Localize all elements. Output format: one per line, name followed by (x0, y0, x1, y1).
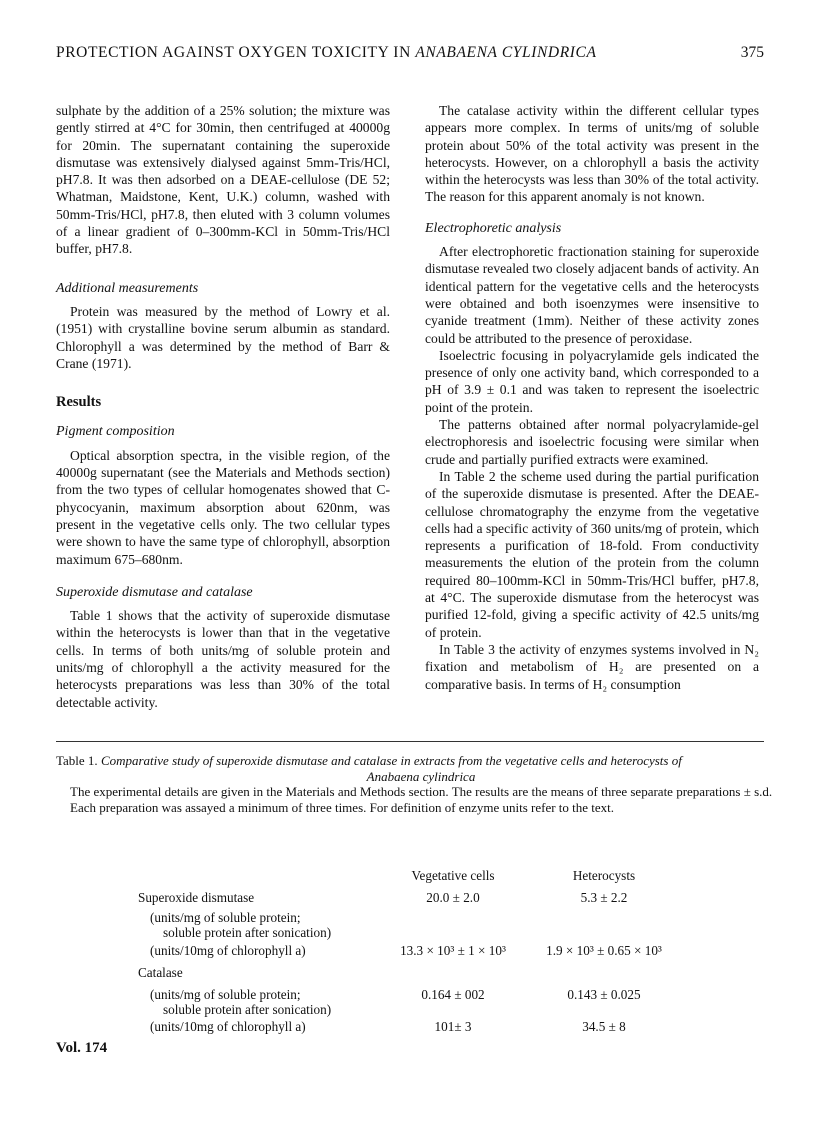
left-paragraph-4: Table 1 shows that the activity of superoxide dismutase within the heterocysts is lower than that in the vegetative cells. In terms of both units/mg of soluble protein and units/mg of chlorophyll a the activity measured for the heterocysts preparations was less than 30% of the total detectable activity. (56, 608, 390, 710)
col-header-vegetative: Vegetative cells (411, 868, 495, 883)
running-title-prefix: PROTECTION AGAINST OXYGEN TOXICITY IN (56, 44, 416, 61)
right-paragraph-5: In Table 2 the scheme used during the partial purification of the superoxide dismutase is presented. After the DEAE-cellulose chromatography the enzyme from the vegetative cells had a specific activity of 360 units/mg of protein, which represents a purification of 18-fold. From conductivity measurements the elution of the protein from the column required 80–100mm-KCl in 50mm-Tris/HCl buffer, pH7.8, at 4°C. The superoxide dismutase from the heterocyst was purified 12-fold, giving a specific activity of 42.5 units/mg of protein. (425, 468, 759, 640)
cat-sub-chlorophyll: (units/10mg of chlorophyll a) (150, 1019, 306, 1034)
row-label-catalase: Catalase (138, 965, 183, 980)
cat-sub-protein-line1: (units/mg of soluble protein; (150, 987, 301, 1002)
right-paragraph-4: The patterns obtained after normal polyacrylamide-gel electrophoresis and isoelectric focusing were similar when crude and partially purified extracts were examined. (425, 417, 759, 467)
heading-sod-catalase: Superoxide dismutase and catalase (56, 584, 253, 600)
cat-sub-protein-line2: soluble protein after sonication) (163, 1002, 332, 1017)
sod-sub-protein-line1: (units/mg of soluble protein; (150, 910, 301, 925)
running-title-species: ANABAENA CYLINDRICA (415, 44, 597, 61)
right-paragraph-3: Isoelectric focusing in polyacrylamide gels indicated the presence of only one activity band, which corresponded to a pH of 3.9 ± 0.1 and was taken to represent the isoelectric point of the protein. (425, 347, 759, 415)
page-header (56, 44, 764, 66)
sod-value-veg-chlorophyll: 13.3 × 10³ ± 1 × 10³ (400, 943, 506, 958)
left-paragraph-2: Protein was measured by the method of Lowry et al. (1951) with crystalline bovine serum albumin as standard. Chlorophyll a was determined by the method of Barr & Crane (1971). (56, 303, 390, 371)
heading-results: Results (56, 394, 102, 411)
running-title (56, 44, 597, 62)
heading-additional-measurements: Additional measurements (56, 280, 199, 296)
cat-value-veg-chlorophyll: 101± 3 (434, 1019, 472, 1034)
table-separator-rule (56, 741, 764, 742)
table1-caption-line2: Anabaena cylindrica (366, 768, 476, 784)
cat-value-veg-protein: 0.164 ± 002 (421, 987, 485, 1002)
col-header-heterocysts: Heterocysts (572, 868, 636, 883)
page-number: 375 (740, 44, 764, 61)
volume-footer: Vol. 174 (56, 1040, 108, 1056)
right-paragraph-6: In Table 3 the activity of enzymes systems involved in N₂ fixation and metabolism of H₂ are presented on a comparative basis. In terms of H₂ consumption (425, 641, 759, 692)
left-paragraph-1: sulphate by the addition of a 25% solution; the mixture was gently stirred at 4°C for 30min, then centrifuged at 40000g for 20min. The supernatant containing the superoxide dismutase was extensively dialysed against 5mm-Tris/HCl, pH7.8. It was then adsorbed on a DEAE-cellulose (DE 52; Whatman, Maidstone, Kent, U.K.) column, washed with 50mm-Tris/HCl, pH7.8, then eluted with 3 column volumes of a linear gradient of 0–300mm-KCl in 50mm-Tris/HCl buffer, pH7.8. (56, 103, 390, 257)
sod-sub-chlorophyll: (units/10mg of chlorophyll a) (150, 943, 306, 958)
right-paragraph-2: After electrophoretic fractionation staining for superoxide dismutase revealed two closely adjacent bands of activity. An identical pattern for the vegetative cells and the heterocysts were obtained and both isoenzymes were insensitive to cyanide treatment (1mm). Neither of these activity zones could be attributed to the presence of peroxidase. (425, 244, 759, 346)
right-paragraph-1: The catalase activity within the different cellular types appears more complex. In terms of units/mg of soluble protein about 50% of the total activity was present in the heterocysts. However, on a chlorophyll a basis the activity within the heterocysts was less than 30% of the total activity. The reason for this apparent anomaly is not known. (425, 103, 759, 205)
table1-note: The experimental details are given in the Materials and Methods section. The results are the means of three separate preparations ± s.d. Each preparation was assayed a minimum of three times. For definition of enzyme units refer to the text. (70, 784, 773, 815)
cat-value-het-protein: 0.143 ± 0.025 (567, 987, 641, 1002)
heading-electrophoretic-analysis: Electrophoretic analysis (425, 220, 562, 236)
left-paragraph-3: Optical absorption spectra, in the visible region, of the 40000g supernatant (see the Materials and Methods section) from the two types of cellular homogenates showed that C-phycocyanin, maximum absorption about 620nm, was present in the vegetative cells only. The two cellular types were shown to have the same type of chlorophyll, absorption maximum 675–680nm. (56, 447, 390, 567)
table1-caption (56, 753, 786, 784)
table1-label: Table 1. (56, 753, 101, 768)
row-label-sod: Superoxide dismutase (138, 890, 255, 905)
cat-value-het-chlorophyll: 34.5 ± 8 (582, 1019, 626, 1034)
sod-value-het-protein: 5.3 ± 2.2 (580, 890, 628, 905)
sod-sub-protein-line2: soluble protein after sonication) (163, 925, 332, 940)
left-column (56, 102, 390, 711)
sod-value-het-chlorophyll: 1.9 × 10³ ± 0.65 × 10³ (546, 943, 662, 958)
table1-caption-line1: Comparative study of superoxide dismutase and catalase in extracts from the vegetative cells and heterocysts of (100, 753, 682, 768)
heading-pigment-composition: Pigment composition (56, 424, 175, 440)
sod-value-veg-protein: 20.0 ± 2.0 (426, 890, 480, 905)
right-column (425, 102, 759, 693)
